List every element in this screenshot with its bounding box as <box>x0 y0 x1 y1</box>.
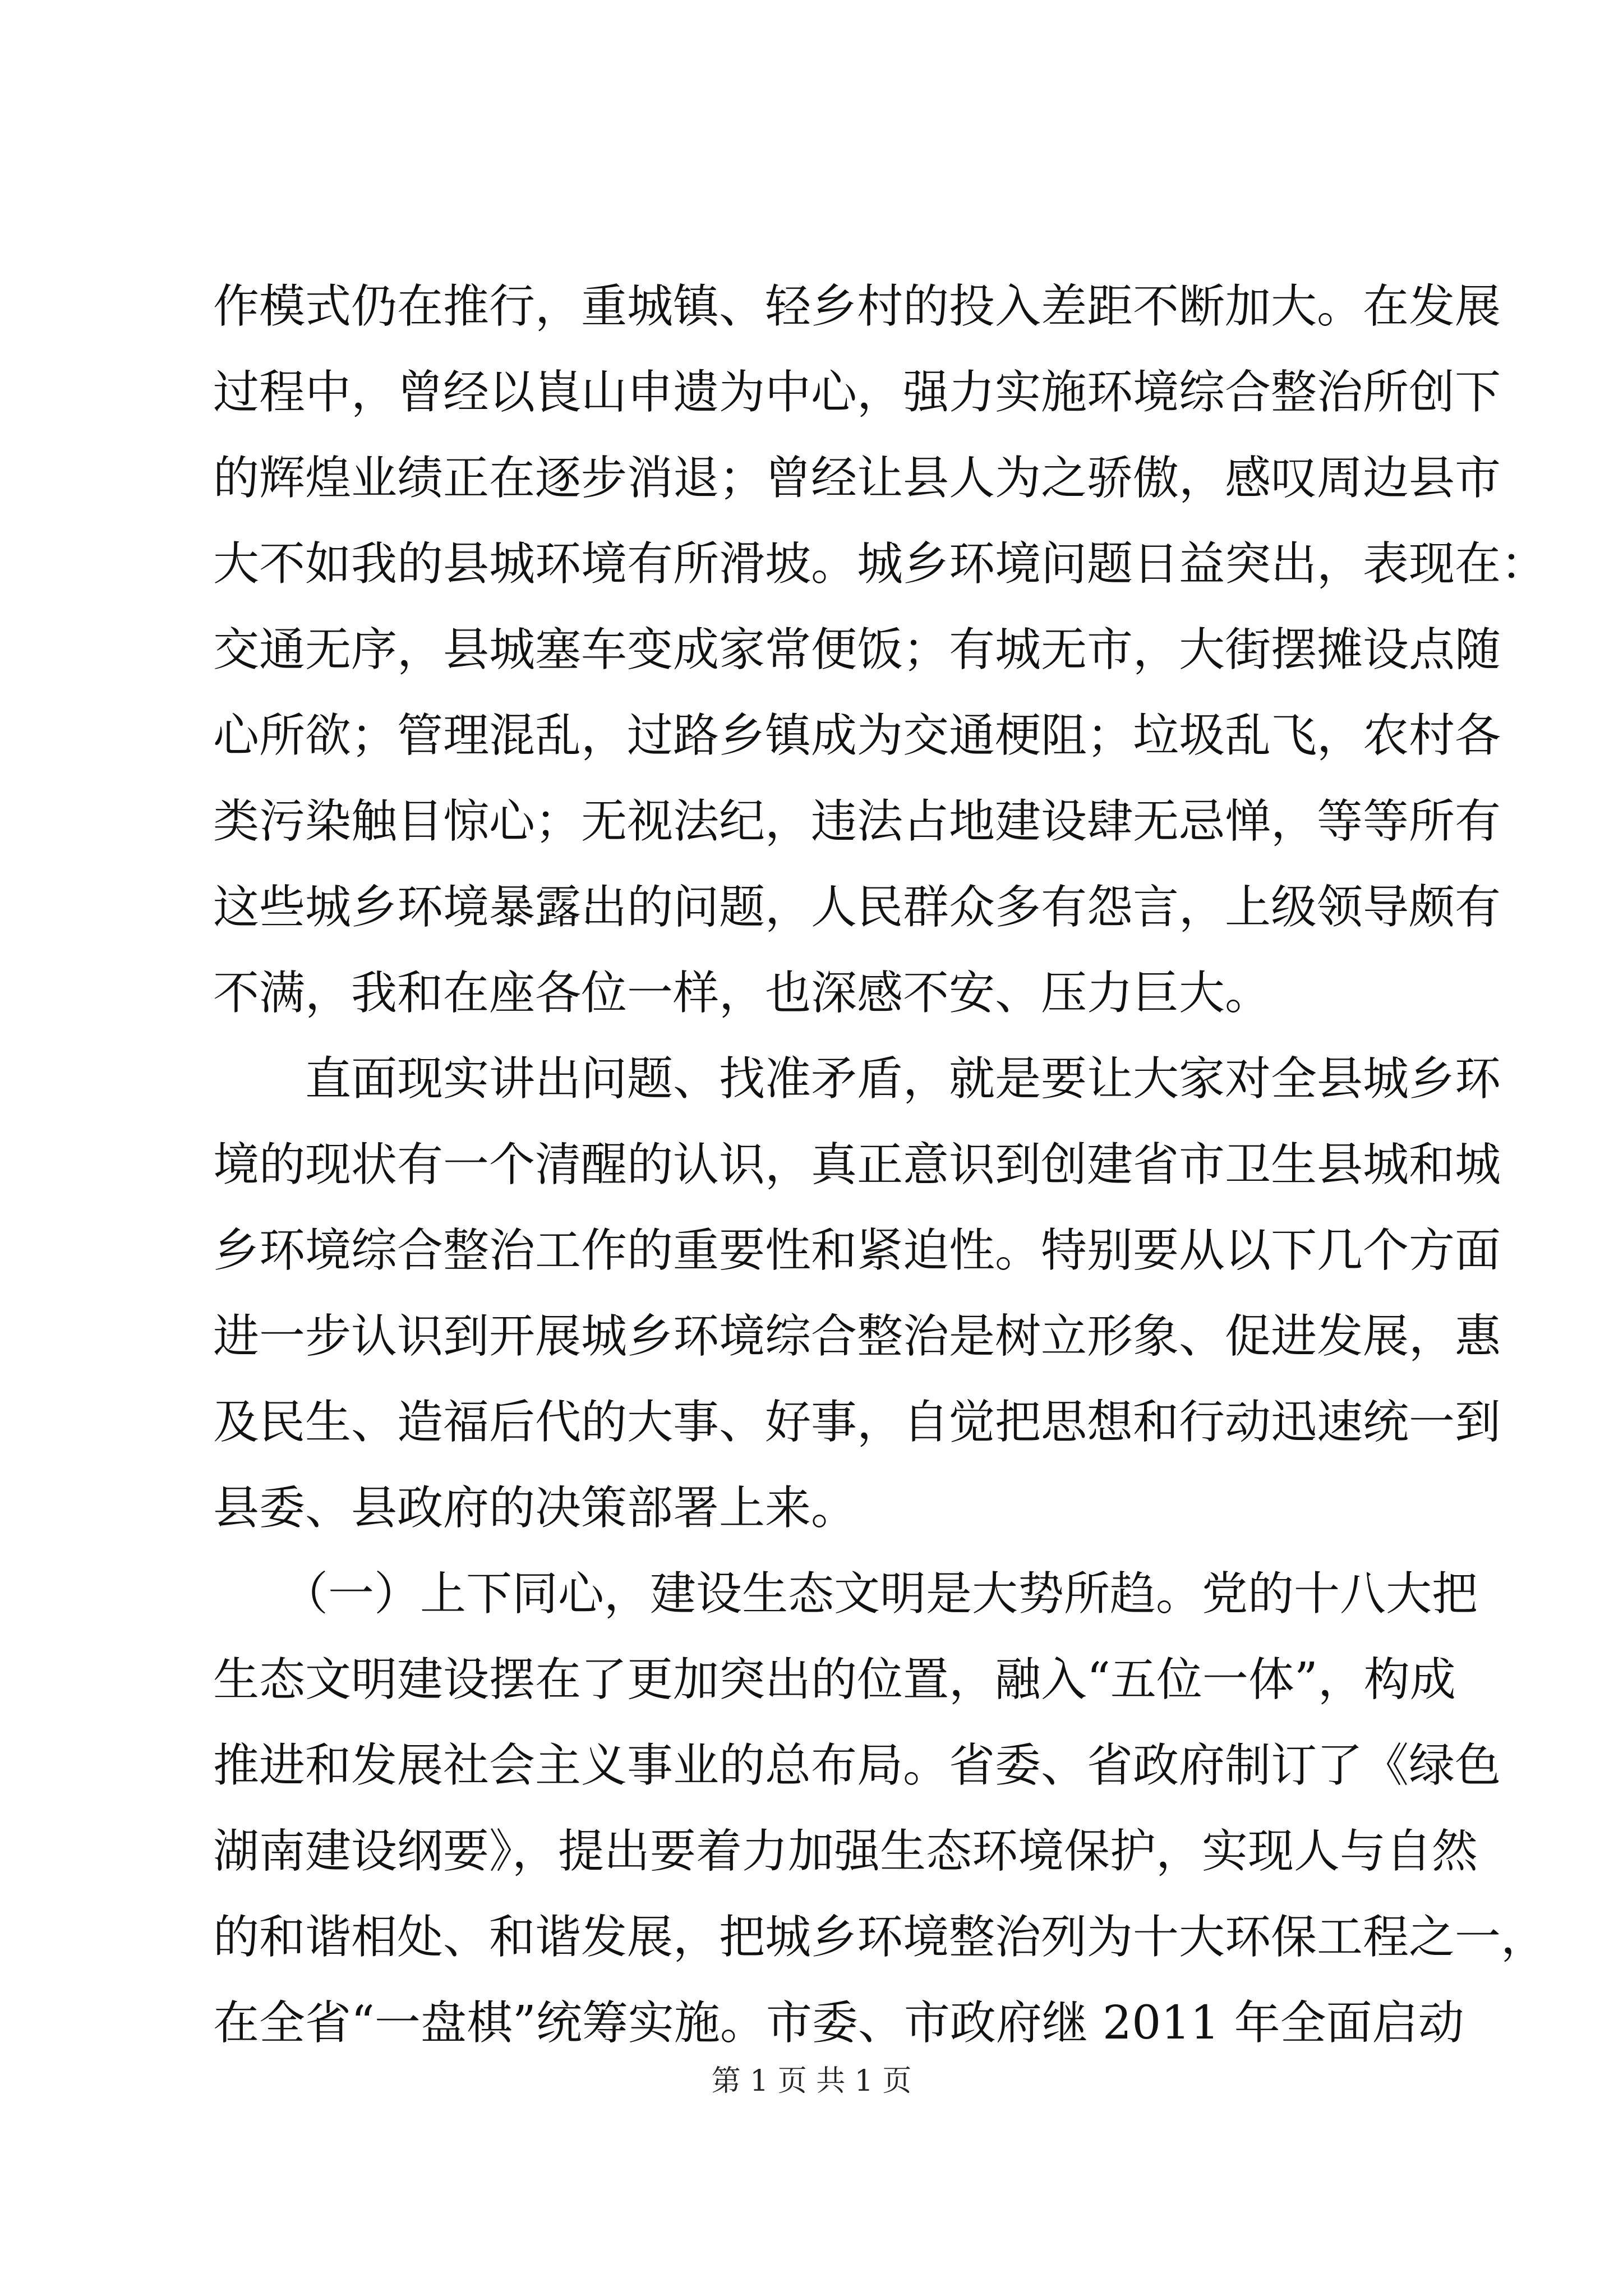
document-body <box>213 264 1547 2066</box>
text-line: 境的现状有一个清醒的认识，真正意识到创建省市卫生县城和城 <box>213 1138 1501 1191</box>
text-line: 心所欲；管理混乱，过路乡镇成为交通梗阻；垃圾乱飞，农村各 <box>213 709 1501 762</box>
text-line: 这些城乡环境暴露出的问题，人民群众多有怨言，上级领导颇有 <box>213 881 1501 934</box>
text-line: 过程中，曾经以崀山申遗为中心，强力实施环境综合整治所创下 <box>213 366 1501 419</box>
text-line: 推进和发展社会主义事业的总布局。省委、省政府制订了《绿色 <box>213 1739 1501 1792</box>
text-line: 交通无序，县城塞车变成家常便饭；有城无市，大街摆摊设点随 <box>213 623 1501 677</box>
text-line: （一）上下同心，建设生态文明是大势所趋。党的十八大把 <box>213 1567 1478 1621</box>
text-line: 生态文明建设摆在了更加突出的位置，融入“五位一体”，构成 <box>213 1653 1456 1706</box>
text-line: 进一步认识到开展城乡环境综合整治是树立形象、促进发展，惠 <box>213 1310 1501 1363</box>
text-line: 作模式仍在推行，重城镇、轻乡村的投入差距不断加大。在发展 <box>213 280 1501 333</box>
text-line: 县委、县政府的决策部署上来。 <box>213 1481 857 1535</box>
text-line: 湖南建设纲要》，提出要着力加强生态环境保护，实现人与自然 <box>213 1825 1478 1878</box>
text-line: 的辉煌业绩正在逐步消退；曾经让县人为之骄傲，感叹周边县市 <box>213 452 1501 505</box>
text-line: 类污染触目惊心；无视法纪，违法占地建设肆无忌惮，等等所有 <box>213 795 1501 848</box>
text-line: 的和谐相处、和谐发展，把城乡环境整治列为十大环保工程之一， <box>213 1911 1547 1964</box>
text-line: 大不如我的县城环境有所滑坡。城乡环境问题日益突出，表现在： <box>213 537 1547 591</box>
text-line: 乡环境综合整治工作的重要性和紧迫性。特别要从以下几个方面 <box>213 1224 1501 1277</box>
text-line: 不满，我和在座各位一样，也深感不安、压力巨大。 <box>213 967 1271 1020</box>
page-footer: 第 1 页 共 1 页 <box>711 2064 912 2098</box>
text-line: 在全省“一盘棋”统筹实施。市委、市政府继 2011 年全面启动 <box>213 1996 1464 2050</box>
text-line: 直面现实讲出问题、找准矛盾，就是要让大家对全县城乡环 <box>213 1052 1501 1106</box>
text-line: 及民生、造福后代的大事、好事，自觉把思想和行动迅速统一到 <box>213 1396 1501 1449</box>
